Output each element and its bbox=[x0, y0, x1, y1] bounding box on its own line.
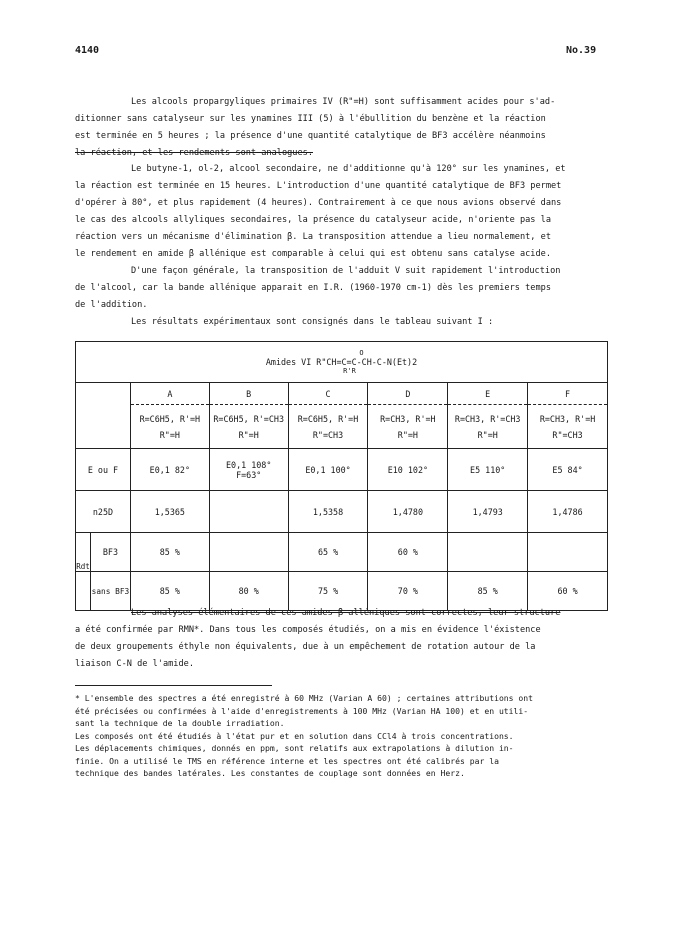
substituent-cell bbox=[288, 405, 368, 449]
paragraph-3 bbox=[75, 263, 605, 314]
eouf-cell: E10 102° bbox=[368, 449, 448, 491]
substituent-r2: R"=H bbox=[397, 429, 418, 440]
substituent-cell bbox=[528, 405, 608, 449]
column-header: E bbox=[448, 383, 528, 405]
row-label-bf3: BF3 bbox=[102, 547, 119, 557]
column-header: B bbox=[209, 383, 288, 405]
row-label-rdt: Rdt bbox=[76, 533, 91, 571]
text-line: D'une façon générale, la transposition de l'adduit V suit rapidement l'introduction bbox=[131, 266, 561, 276]
substituent-r: R=CH3, R'=CH3 bbox=[454, 413, 521, 424]
text-line: le rendement en amide β allénique est comparable à celui qui est obtenu sans catalyse acide. bbox=[75, 248, 551, 259]
eouf-cell: E0,1 82° bbox=[130, 449, 209, 491]
nd-cell bbox=[209, 491, 288, 533]
footnote-line: finie. On a utilisé le TMS en référence interne et les spectres ont été calibrés par la bbox=[75, 755, 499, 766]
substituent-r2: R"=CH3 bbox=[312, 429, 344, 440]
results-table bbox=[75, 341, 608, 611]
footnote-rule bbox=[75, 685, 272, 686]
text-line: d'opérer à 80°, et plus rapidement (4 heures). Contrairement à ce que nous avions observé dans bbox=[75, 197, 562, 208]
text-line: Les alcools propargyliques primaires IV (R"=H) sont suffisamment acides pour s'ad- bbox=[131, 97, 556, 107]
column-header: A bbox=[130, 383, 209, 405]
column-header: D bbox=[368, 383, 448, 405]
rdt-bf3-cell bbox=[448, 533, 528, 572]
substituent-r: R=C6H5, R'=H bbox=[297, 413, 359, 424]
eouf-cell: E5 84° bbox=[528, 449, 608, 491]
column-header: F bbox=[528, 383, 608, 405]
substituent-cell bbox=[448, 405, 528, 449]
text-line: liaison C-N de l'amide. bbox=[75, 658, 194, 669]
table-title-cell bbox=[76, 342, 608, 383]
eouf-cell: E5 110° bbox=[448, 449, 528, 491]
eouf-value: E0,1 108° bbox=[225, 459, 272, 470]
rdt-sans-cell: 80 % bbox=[209, 572, 288, 611]
empty-cell bbox=[76, 383, 131, 405]
substituent-cell bbox=[368, 405, 448, 449]
rdt-bf3-cell bbox=[209, 533, 288, 572]
rdt-sans-cell: 75 % bbox=[288, 572, 368, 611]
footnote-line: technique des bandes latérales. Les constantes de couplage sont données en Herz. bbox=[75, 768, 465, 778]
substituent-r2: R"=H bbox=[238, 429, 259, 440]
rdt-sans-cell: 70 % bbox=[368, 572, 448, 611]
text-line: de l'alcool, car la bande allénique apparait en I.R. (1960-1970 cm-1) dès les premiers temps bbox=[75, 282, 551, 293]
substituent-r2: R"=H bbox=[159, 429, 180, 440]
text-line: la réaction est terminée en 15 heures. L'introduction d'une quantité catalytique de BF3 permet bbox=[75, 180, 562, 191]
paragraph-2 bbox=[75, 161, 605, 262]
substituent-r2: R"=H bbox=[477, 429, 498, 440]
column-header: C bbox=[288, 383, 368, 405]
text-line: réaction vers un mécanisme d'élimination β. La transposition attendue a lieu normalement, et bbox=[75, 231, 551, 242]
substituent-r: R=C6H5, R'=CH3 bbox=[213, 413, 284, 424]
rdt-bf3-cell: 65 % bbox=[288, 533, 368, 572]
text-line: Le butyne-1, ol-2, alcool secondaire, ne d'additionne qu'à 120° sur les ynamines, et bbox=[131, 164, 566, 174]
paragraph-4 bbox=[75, 314, 605, 331]
paragraph-5 bbox=[75, 605, 605, 673]
paragraph-1 bbox=[75, 94, 605, 162]
text-line: le cas des alcools allyliques secondaires, la présence du catalyseur acide, n'oriente pas la bbox=[75, 214, 551, 225]
substituent-r2: R"=CH3 bbox=[552, 429, 583, 440]
nd-cell: 1,5365 bbox=[130, 491, 209, 533]
substituent-r: R=C6H5, R'=H bbox=[139, 413, 201, 424]
footnote bbox=[75, 692, 615, 780]
text-line: la réaction, et les rendements sont analogues. bbox=[75, 147, 313, 158]
footnote-line: été précisées ou confirmées à l'aide d'enregistrements à 100 MHz (Varian HA 100) et en utili- bbox=[75, 705, 529, 716]
eouf-melting: F=63° bbox=[236, 469, 262, 480]
rdt-label-cell bbox=[76, 533, 131, 572]
row-label-sans-bf3: sans BF3 bbox=[91, 586, 130, 596]
table-title: Amides VI R"CH=C=C-CH-C-N(Et)2 bbox=[265, 357, 418, 367]
rdt-sans-cell: 85 % bbox=[130, 572, 209, 611]
rdt-bf3-cell: 60 % bbox=[368, 533, 448, 572]
substituent-cell bbox=[130, 405, 209, 449]
footnote-line: * L'ensemble des spectres a été enregistré à 60 MHz (Varian A 60) ; certaines attributions ont bbox=[75, 693, 534, 703]
row-label-eouf: E ou F bbox=[76, 449, 131, 491]
substituent-cell bbox=[209, 405, 288, 449]
rdt-sans-cell: 60 % bbox=[528, 572, 608, 611]
eouf-cell: E0,1 100° bbox=[288, 449, 368, 491]
substituent-r: R=CH3, R'=H bbox=[380, 413, 436, 424]
text-line: est terminée en 5 heures ; la présence d'une quantité catalytique de BF3 accélère néanmoins bbox=[75, 130, 546, 141]
text-line: ditionner sans catalyseur sur les ynamines III (5) à l'ébullition du benzène et la réaction bbox=[75, 113, 546, 124]
nd-cell: 1,5358 bbox=[288, 491, 368, 533]
nd-cell: 1,4793 bbox=[448, 491, 528, 533]
substituent-r: R=CH3, R'=H bbox=[539, 413, 596, 424]
text-line: de l'addition. bbox=[75, 299, 148, 310]
footnote-line: sant la technique de la double irradiation. bbox=[75, 718, 285, 728]
journal-issue: No.39 bbox=[566, 45, 597, 56]
footnote-line: Les composés ont été étudiés à l'état pur et en solution dans CCl4 à trois concentrations. bbox=[75, 730, 514, 741]
text-line: de deux groupements éthyle non équivalents, due à un empêchement de rotation autour de la bbox=[75, 641, 536, 652]
footnote-line: Les déplacements chimiques, donnés en ppm, sont relatifs aux extrapolations à dilution in- bbox=[75, 743, 514, 753]
table-title-subscripts: R'R bbox=[343, 367, 356, 375]
rdt-bf3-cell: 85 % bbox=[130, 533, 209, 572]
rdt-sans-cell: 85 % bbox=[448, 572, 528, 611]
text-line: Les résultats expérimentaux sont consignés dans le tableau suivant I : bbox=[131, 317, 494, 327]
nd-cell: 1,4780 bbox=[368, 491, 448, 533]
text-line: Les analyses élémentaires de ces amides β alléniques sont correctes, leur structure bbox=[131, 608, 561, 618]
rdt-bf3-cell bbox=[528, 533, 608, 572]
nd-cell: 1,4786 bbox=[528, 491, 608, 533]
eouf-cell bbox=[209, 449, 288, 491]
row-label-refractive-index: n25D bbox=[76, 491, 131, 533]
text-line: a été confirmée par RMN*. Dans tous les composés étudiés, on a mis en évidence l'éxistence bbox=[75, 624, 541, 635]
table-title-carbonyl: O bbox=[359, 349, 364, 357]
empty-cell bbox=[76, 405, 131, 449]
rdt-split bbox=[76, 533, 130, 571]
page-number: 4140 bbox=[75, 45, 100, 56]
